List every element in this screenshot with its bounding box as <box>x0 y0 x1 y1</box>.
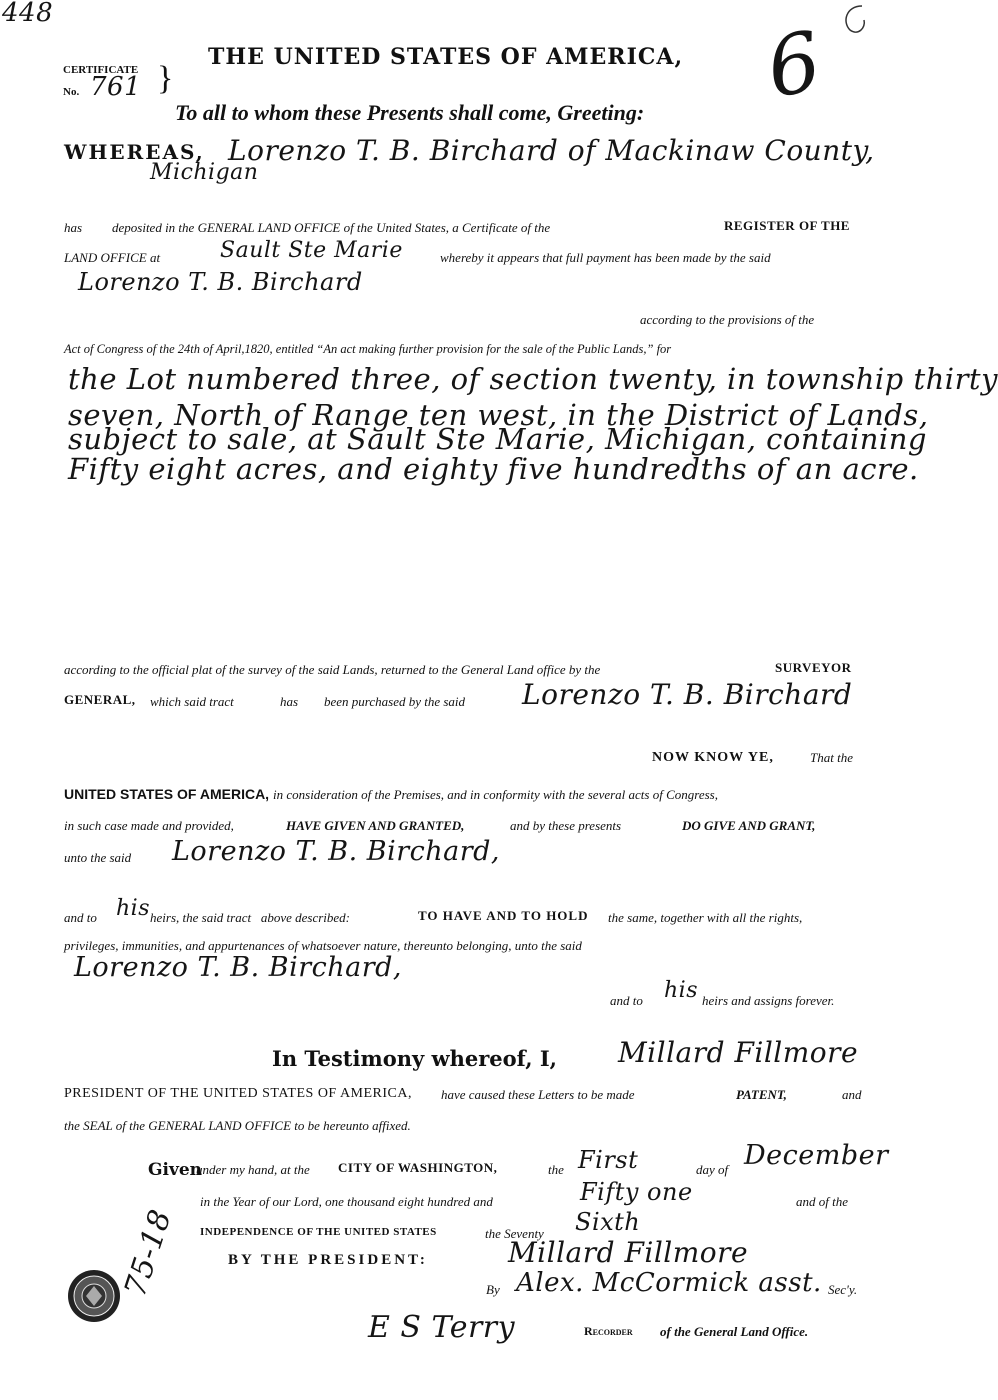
para1-land-office-at: LAND OFFICE at <box>64 250 161 265</box>
land-description-line: the Lot numbered three, of section twenty, in township thirty <box>68 362 998 396</box>
para4-his: his <box>116 896 150 921</box>
para1-name: Lorenzo T. B. Birchard <box>78 268 363 296</box>
para2-which-said: which said tract <box>150 694 234 709</box>
given-year: Fifty one <box>580 1178 693 1206</box>
given-the: the <box>548 1162 564 1177</box>
land-description-line: subject to sale, at Sault Ste Marie, Michigan, containing <box>68 422 927 456</box>
para2-purchased: been purchased by the said <box>324 694 466 709</box>
para4-name: Lorenzo T. B. Birchard, <box>74 952 402 983</box>
para2-name: Lorenzo T. B. Birchard <box>522 678 853 711</box>
given-under: under my hand, at the <box>196 1162 310 1177</box>
now-know-rest: That the <box>810 750 853 765</box>
para1-register: REGISTER OF THE <box>724 218 850 233</box>
whereas-label: WHEREAS, <box>64 140 205 164</box>
by-the-president-signature: Millard Fillmore <box>508 1236 749 1269</box>
whereas-handwritten-line2: Michigan <box>150 160 259 185</box>
secretary-title: Sec'y. <box>828 1282 858 1297</box>
president-line-caused: have caused these Letters to be made <box>441 1087 635 1102</box>
recorder-rest: of the General Land Office. <box>660 1324 809 1339</box>
given-month: December <box>744 1140 889 1171</box>
para4-and-to2: and to <box>610 993 643 1008</box>
by-label: By <box>486 1282 500 1297</box>
by-the-president-label: BY THE PRESIDENT: <box>228 1252 428 1268</box>
president-line-and: and <box>842 1087 862 1102</box>
given-independence: INDEPENDENCE OF THE UNITED STATES <box>200 1226 437 1238</box>
given-the-seventy: the Seventy <box>485 1226 544 1241</box>
para1-act: Act of Congress of the 24th of April,1820, entitled “An act making further provision for the sale of the Public Lands,” for <box>64 342 672 356</box>
para3-unto: unto the said <box>64 850 132 865</box>
certificate-brace: } <box>157 60 174 97</box>
para4-same: the same, together with all the rights, <box>608 910 803 925</box>
para4-to-have: TO HAVE AND TO HOLD <box>418 908 589 923</box>
para3-such-case: in such case made and provided, <box>64 818 234 833</box>
para3-do-give: DO GIVE AND GRANT, <box>682 818 816 833</box>
para1-deposited: deposited in the GENERAL LAND OFFICE of the United States, a Certificate of the <box>112 220 551 235</box>
given-year-line: in the Year of our Lord, one thousand eight hundred and <box>200 1194 493 1209</box>
para1-has: has <box>64 220 83 235</box>
para4-heirs-tract: heirs, the said tract above described: <box>150 910 351 925</box>
certificate-label: CERTIFICATE <box>63 64 139 76</box>
seal-line: the SEAL of the GENERAL LAND OFFICE to be hereunto affixed. <box>64 1118 411 1133</box>
para3-have-given: HAVE GIVEN AND GRANTED, <box>286 818 465 833</box>
president-line-patent: PATENT, <box>736 1087 787 1102</box>
given-label: Given <box>148 1160 203 1180</box>
para4-his2: his <box>664 978 698 1003</box>
given-ordinal: Sixth <box>575 1208 641 1236</box>
corner-loop-icon <box>836 2 870 36</box>
para4-and-to: and to <box>64 910 97 925</box>
recorder-word: Recorder <box>584 1324 633 1338</box>
given-day: First <box>578 1146 639 1174</box>
para2-has: has <box>280 694 299 709</box>
given-city: CITY OF WASHINGTON, <box>338 1160 498 1175</box>
para2-surveyor: SURVEYOR <box>775 660 852 675</box>
para2-general: GENERAL, <box>64 692 136 707</box>
margin-note: 75-18 <box>118 1205 179 1301</box>
para4-heirs-assigns: heirs and assigns forever. <box>702 993 835 1008</box>
president-line-title: PRESIDENT OF THE UNITED STATES OF AMERICA, <box>64 1086 412 1101</box>
para3-consideration: in consideration of the Premises, and in conformity with the several acts of Congress, <box>273 787 718 802</box>
para1-according: according to the provisions of the <box>640 312 815 327</box>
corner-mark: 6 <box>760 14 829 117</box>
whereas-handwritten-line1: Lorenzo T. B. Birchard of Mackinaw County, <box>228 134 875 167</box>
para3-and-by: and by these presents <box>510 818 622 833</box>
testimony-label: In Testimony whereof, I, <box>272 1046 557 1071</box>
para1-place: Sault Ste Marie <box>220 238 403 263</box>
page-number: 448 <box>2 0 54 28</box>
secretary-signature: Alex. McCormick asst. <box>516 1268 822 1298</box>
testimony-signature: Millard Fillmore <box>618 1036 859 1069</box>
document-title: THE UNITED STATES OF AMERICA, <box>208 44 684 70</box>
certificate-number: 761 <box>90 72 142 102</box>
given-and-of-the: and of the <box>796 1194 848 1209</box>
para3-name: Lorenzo T. B. Birchard, <box>172 836 500 867</box>
land-description-line: Fifty eight acres, and eighty five hundredths of an acre. <box>68 452 919 486</box>
now-know-ye: NOW KNOW YE, <box>652 750 774 765</box>
para4-privileges: privileges, immunities, and appurtenances of whatsoever nature, thereunto belonging, unto the said <box>64 938 582 953</box>
certificate-no-label: No. <box>63 86 80 98</box>
general-land-office-seal-icon <box>66 1268 122 1324</box>
given-day-of: day of <box>696 1162 729 1177</box>
para2-official-plat: according to the official plat of the survey of the said Lands, returned to the General Land office by the <box>64 662 601 677</box>
para1-whereby: whereby it appears that full payment has been made by the said <box>440 250 771 265</box>
greeting: To all to whom these Presents shall come, Greeting: <box>175 100 645 125</box>
recorder-signature: E S Terry <box>368 1310 516 1345</box>
para3-usa: UNITED STATES OF AMERICA, <box>64 786 270 802</box>
land-description-line: seven, North of Range ten west, in the District of Lands, <box>68 398 929 432</box>
